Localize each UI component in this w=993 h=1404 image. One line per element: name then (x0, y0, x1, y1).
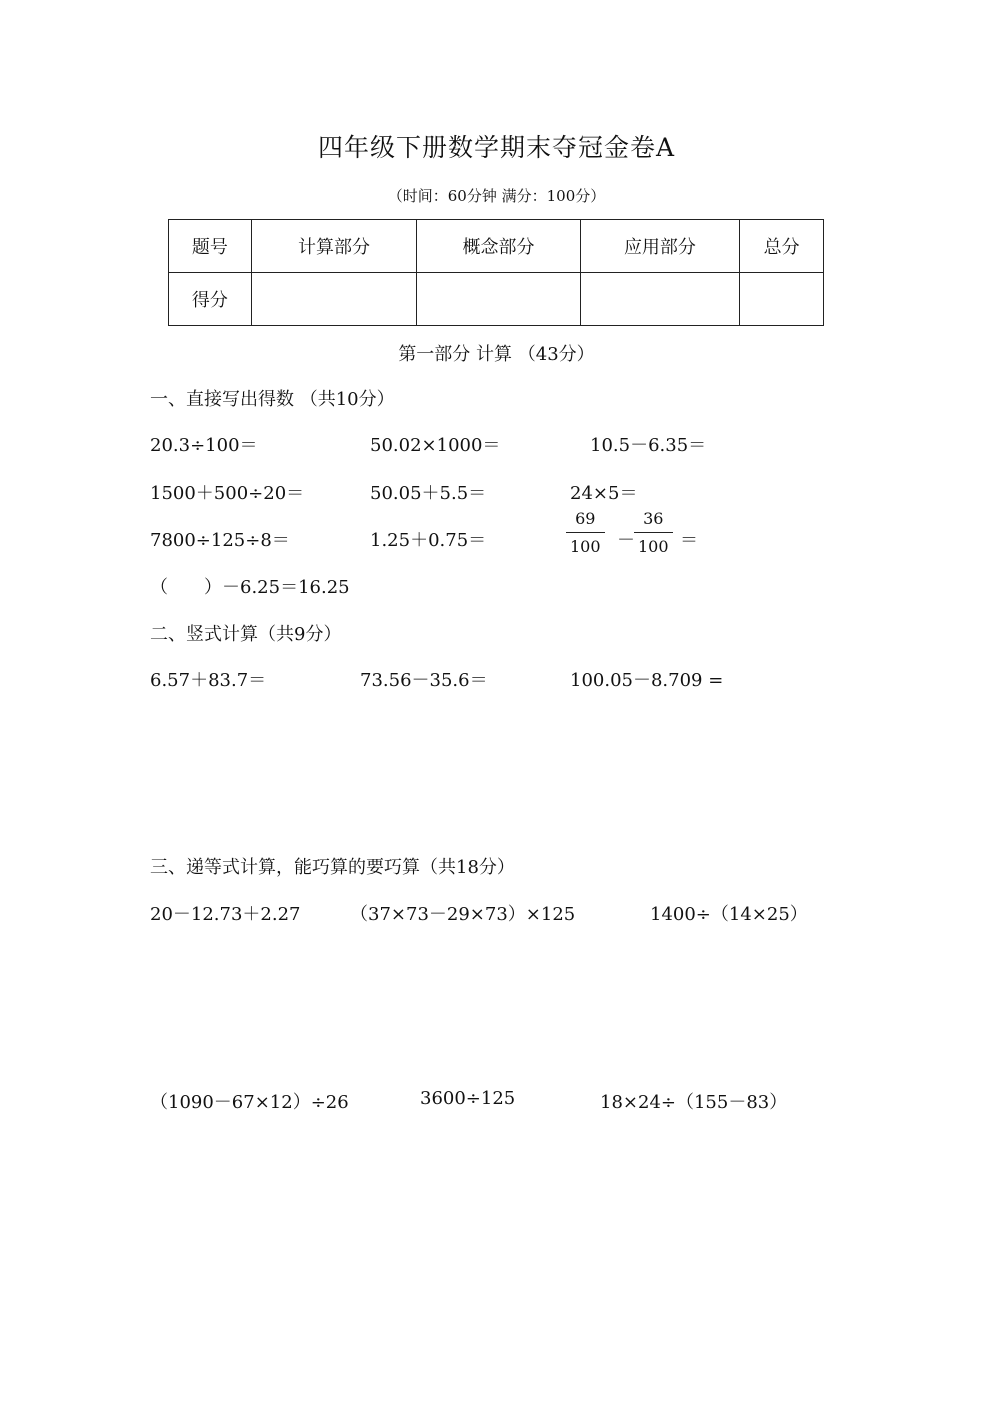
fraction-2 (634, 509, 673, 556)
mental-item: 50.05＋5.5＝ (370, 483, 487, 504)
mental-item: 24×5＝ (570, 483, 638, 504)
fraction-equals: ＝ (680, 530, 698, 551)
fraction-2-numerator: 36 (634, 509, 673, 533)
mental-item: 20.3÷100＝ (150, 435, 258, 456)
step-calc-item: 20－12.73＋2.27 (150, 904, 301, 925)
score-cell-application[interactable] (580, 273, 739, 326)
fraction-1 (566, 509, 605, 556)
fraction-1-numerator: 69 (566, 509, 605, 533)
score-table (168, 219, 824, 326)
mental-item: 50.02×1000＝ (370, 435, 501, 456)
step-calc-item: （1090－67×12）÷26 (150, 1092, 349, 1113)
step-calc-item: 3600÷125 (420, 1088, 516, 1109)
mental-item: 1500＋500÷20＝ (150, 483, 305, 504)
section2-heading: 二、竖式计算（共9分） (150, 624, 342, 645)
vertical-calc-item: 100.05－8.709 = (570, 670, 724, 691)
step-calc-item: （37×73－29×73）×125 (350, 904, 576, 925)
score-table-header-row (169, 220, 824, 273)
header-cell-concept: 概念部分 (417, 220, 580, 273)
fraction-2-denominator: 100 (638, 537, 669, 556)
mental-item: 1.25＋0.75＝ (370, 530, 487, 551)
score-table-score-row (169, 273, 824, 326)
header-cell-number: 题号 (169, 220, 252, 273)
step-calc-item: 1400÷（14×25） (650, 904, 808, 925)
section3-heading: 三、递等式计算，能巧算的要巧算（共18分） (150, 857, 515, 878)
vertical-calc-item: 6.57＋83.7＝ (150, 670, 267, 691)
exam-info: （时间：60分钟 满分：100分） (387, 187, 606, 205)
page-title: 四年级下册数学期末夺冠金卷A (317, 133, 676, 162)
fraction-1-denominator: 100 (570, 537, 601, 556)
part1-title: 第一部分 计算 （43分） (398, 344, 595, 365)
header-cell-application: 应用部分 (580, 220, 739, 273)
header-cell-total: 总分 (740, 220, 824, 273)
mental-item: 10.5－6.35＝ (590, 435, 707, 456)
vertical-calc-item: 73.56－35.6＝ (360, 670, 488, 691)
mental-item: （ ）－6.25＝16.25 (150, 577, 350, 598)
score-cell-calculation[interactable] (251, 273, 416, 326)
score-cell-total[interactable] (740, 273, 824, 326)
step-calc-item: 18×24÷（155－83） (600, 1092, 788, 1113)
fraction-operator: － (617, 530, 635, 551)
header-cell-calculation: 计算部分 (251, 220, 416, 273)
score-row-label: 得分 (169, 273, 252, 326)
section1-heading: 一、直接写出得数 （共10分） (150, 389, 395, 410)
mental-item: 7800÷125÷8＝ (150, 530, 290, 551)
score-cell-concept[interactable] (417, 273, 580, 326)
